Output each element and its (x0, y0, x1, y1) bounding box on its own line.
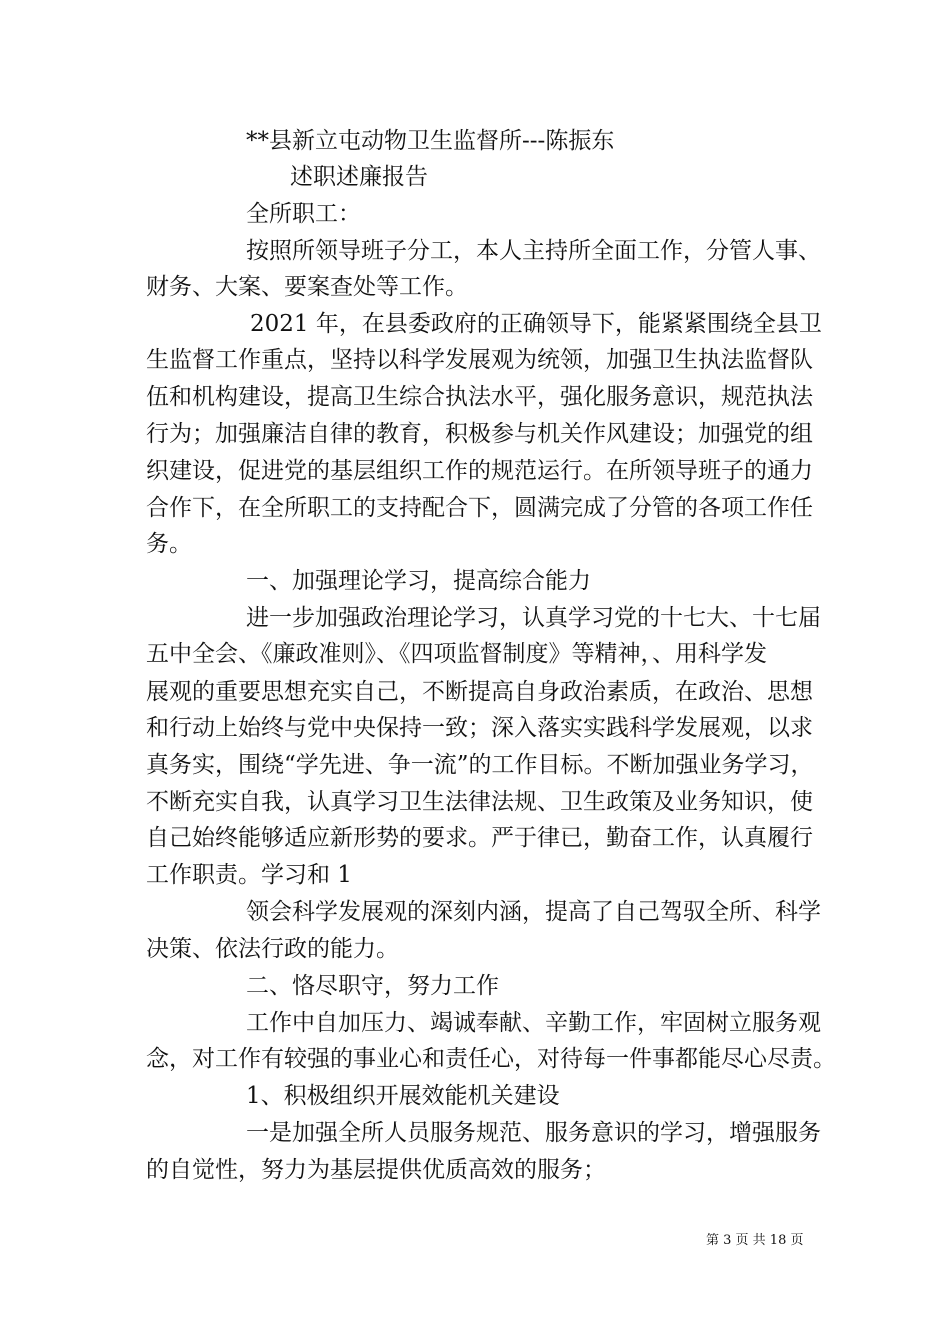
salutation: 全所职工： (246, 201, 361, 227)
text-line: 不断充实自我，认真学习卫生法律法规、卫生政策及业务知识，使 (146, 789, 813, 815)
text-line: 和行动上始终与党中央保持一致；深入落实实践科学发展观，以求 (146, 715, 813, 741)
text-line: 织建设，促进党的基层组织工作的规范运行。在所领导班子的通力 (146, 458, 813, 484)
text-line: 决策、依法行政的能力。 (146, 936, 399, 962)
text-line: 生监督工作重点，坚持以科学发展观为统领，加强卫生执法监督队 (146, 347, 813, 373)
text-line: 2021 年，在县委政府的正确领导下，能紧紧围绕全县卫 (250, 311, 822, 337)
text-line: 按照所领导班子分工，本人主持所全面工作，分管人事、 (246, 238, 821, 264)
text-line: 工作职责。学习和 1 (146, 862, 352, 888)
text-line: 合作下，在全所职工的支持配合下，圆满完成了分管的各项工作任 (146, 495, 813, 521)
section-heading: 二、恪尽职守，努力工作 (246, 973, 499, 999)
text-line: 念，对工作有较强的事业心和责任心，对待每一件事都能尽心尽责。 (146, 1046, 836, 1072)
header-line: **县新立屯动物卫生监督所---陈振东 (246, 128, 615, 154)
text-line: 展观的重要思想充实自己，不断提高自身政治素质，在政治、思想 (146, 679, 813, 705)
text-line: 伍和机构建设，提高卫生综合执法水平，强化服务意识，规范执法 (146, 384, 813, 410)
page-title: 述职述廉报告 (290, 164, 428, 190)
text-line: 一是加强全所人员服务规范、服务意识的学习，增强服务 (246, 1120, 821, 1146)
text-line: 工作中自加压力、竭诚奉献、辛勤工作，牢固树立服务观 (246, 1010, 821, 1036)
section-heading: 一、加强理论学习，提高综合能力 (246, 568, 591, 594)
text-line: 财务、大案、要案查处等工作。 (146, 274, 468, 300)
page-number: 第 3 页 共 18 页 (706, 1233, 804, 1248)
text-line: 务。 (146, 531, 192, 557)
subsection-heading: 1、积极组织开展效能机关建设 (246, 1083, 560, 1109)
text-line: 领会科学发展观的深刻内涵，提高了自己驾驭全所、科学 (246, 899, 821, 925)
text-line: 五中全会、《廉政准则》、《四项监督制度》等精神，、用科学发 (146, 641, 767, 667)
text-line: 行为；加强廉洁自律的教育，积极参与机关作风建设；加强党的组 (146, 421, 813, 447)
text-line: 进一步加强政治理论学习，认真学习党的十七大、十七届 (246, 605, 821, 631)
text-line: 自己始终能够适应新形势的要求。严于律已，勤奋工作，认真履行 (146, 825, 813, 851)
text-line: 真务实，围绕“学先进、争一流”的工作目标。不断加强业务学习， (146, 752, 814, 778)
text-line: 的自觉性，努力为基层提供优质高效的服务； (146, 1157, 606, 1183)
